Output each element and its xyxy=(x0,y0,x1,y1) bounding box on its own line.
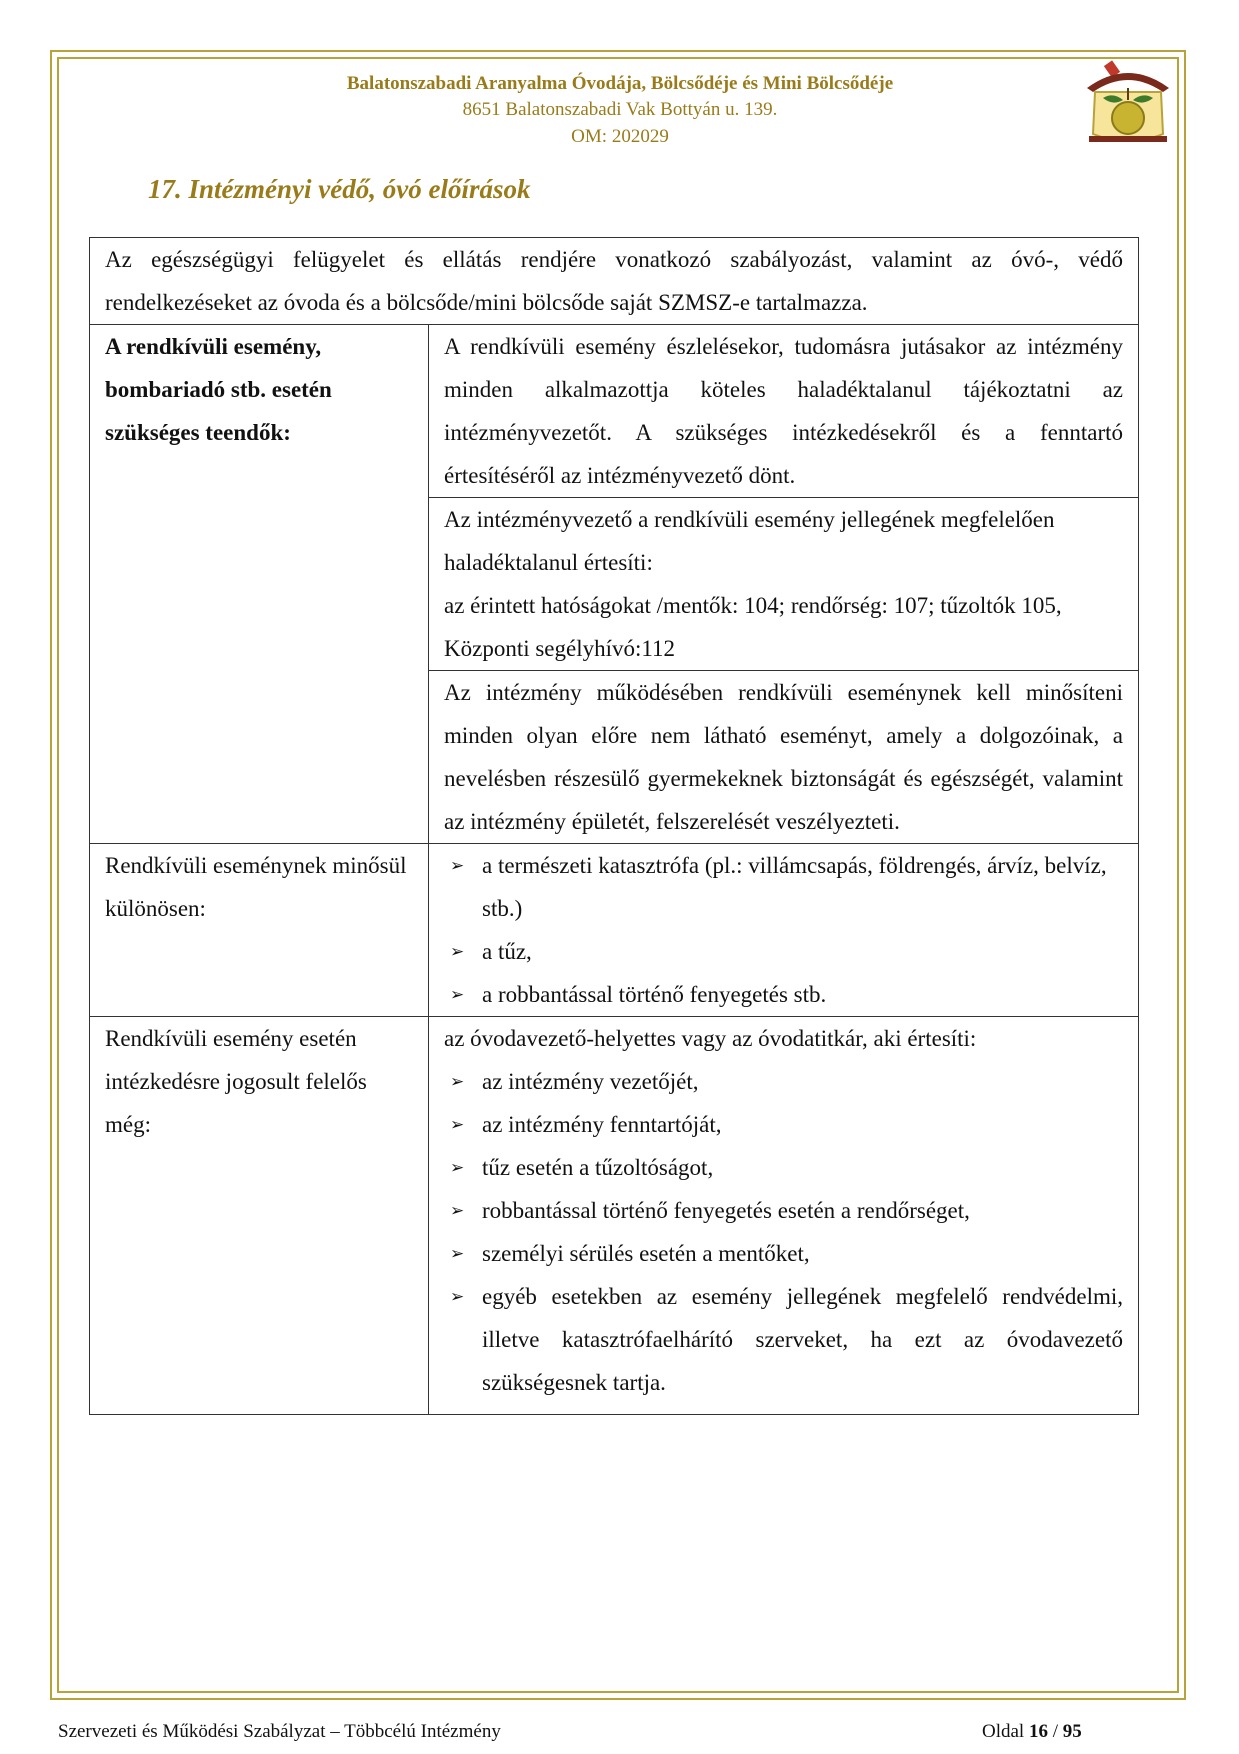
notification-cell xyxy=(429,498,1139,671)
table-row-event-types xyxy=(90,844,1139,1017)
arrowhead-bullet-icon: ➢ xyxy=(450,856,465,875)
notify-list xyxy=(444,1060,1123,1404)
arrowhead-bullet-icon: ➢ xyxy=(450,1201,465,1220)
event-types-cell xyxy=(429,844,1139,1017)
arrowhead-bullet-icon: ➢ xyxy=(450,1244,465,1263)
arrowhead-bullet-icon: ➢ xyxy=(450,1158,465,1177)
list-item: ➢ a robbantással történő fenyegetés stb. xyxy=(444,973,1123,1016)
arrowhead-bullet-icon: ➢ xyxy=(450,1115,465,1134)
arrowhead-bullet-icon: ➢ xyxy=(450,1072,465,1091)
table-row-responsible xyxy=(90,1017,1139,1415)
arrowhead-bullet-icon: ➢ xyxy=(450,985,465,1004)
list-item: ➢ a tűz, xyxy=(444,930,1123,973)
event-types-list xyxy=(444,844,1123,1016)
om-identifier: OM: 202029 xyxy=(571,126,669,147)
list-item: ➢ tűz esetén a tűzoltóságot, xyxy=(444,1146,1123,1189)
list-item: ➢ egyéb esetekben az esemény jellegének megfelelő rendvédelmi, illetve katasztrófaelhárító szerveket, ha ezt az óvodavezető szükségesnek tartja. xyxy=(444,1275,1123,1404)
emergency-detection-text: A rendkívüli esemény észlelésekor, tudomásra jutásakor az intézmény minden alkalmazottja köteles haladéktalanul tájékoztatni az intézményvezetőt. A szükséges intézkedésekről és a fenntartó értesítéséről az intézményvezető dönt. xyxy=(429,325,1139,498)
apple-emblem-logo xyxy=(1083,58,1173,150)
event-types-label: Rendkívüli eseménynek minősül különösen: xyxy=(90,844,429,1017)
intro-cell: Az egészségügyi felügyelet és ellátás rendjére vonatkozó szabályozást, valamint az óvó-, védő rendelkezéseket az óvoda és a bölcsőde/mini bölcsőde saját SZMSZ-e tartalmazza. xyxy=(90,238,1139,325)
responsible-intro: az óvodavezető-helyettes vagy az óvodatitkár, aki értesíti: xyxy=(444,1026,977,1051)
table-row-intro xyxy=(90,238,1139,325)
institution-name: Balatonszabadi Aranyalma Óvodája, Bölcsődéje és Mini Bölcsődéje xyxy=(346,73,894,94)
section-title: 17. Intézményi védő, óvó előírások xyxy=(148,174,531,204)
page-number: Oldal 16 / 95 xyxy=(982,1721,1082,1742)
notification-text: Az intézményvezető a rendkívüli esemény jellegének megfelelően haladéktalanul értesíti: xyxy=(444,507,1055,575)
emergency-tasks-label: A rendkívüli esemény, bombariadó stb. esetén szükséges teendők: xyxy=(90,325,429,844)
responsible-cell xyxy=(429,1017,1139,1415)
footer-document-title: Szervezeti és Működési Szabályzat – Többcélú Intézmény xyxy=(58,1721,501,1742)
authority-numbers: az érintett hatóságokat /mentők: 104; rendőrség: 107; tűzoltók 105, Központi segélyhívó:112 xyxy=(444,593,1062,661)
arrowhead-bullet-icon: ➢ xyxy=(450,942,465,961)
document-header xyxy=(200,72,1040,150)
arrowhead-bullet-icon: ➢ xyxy=(450,1287,465,1306)
list-item: ➢ robbantással történő fenyegetés esetén a rendőrséget, xyxy=(444,1189,1123,1232)
list-item: ➢ a természeti katasztrófa (pl.: villámcsapás, földrengés, árvíz, belvíz, stb.) xyxy=(444,844,1123,930)
list-item: ➢ az intézmény vezetőjét, xyxy=(444,1060,1123,1103)
list-item: ➢ az intézmény fenntartóját, xyxy=(444,1103,1123,1146)
institution-address: 8651 Balatonszabadi Vak Bottyán u. 139. xyxy=(462,99,778,120)
table-row-emergency-tasks xyxy=(90,325,1139,498)
list-item: ➢ személyi sérülés esetén a mentőket, xyxy=(444,1232,1123,1275)
emergency-definition-text: Az intézmény működésében rendkívüli eseménynek kell minősíteni minden olyan előre nem látható eseményt, amely a dolgozóinak, a nevelésben részesülő gyermekeknek biztonságát és egészségét, valamint az intézmény épületét, felszerelését veszélyezteti. xyxy=(429,671,1139,844)
responsible-label: Rendkívüli esemény esetén intézkedésre jogosult felelős még: xyxy=(90,1017,429,1415)
safety-rules-table xyxy=(89,237,1139,1415)
